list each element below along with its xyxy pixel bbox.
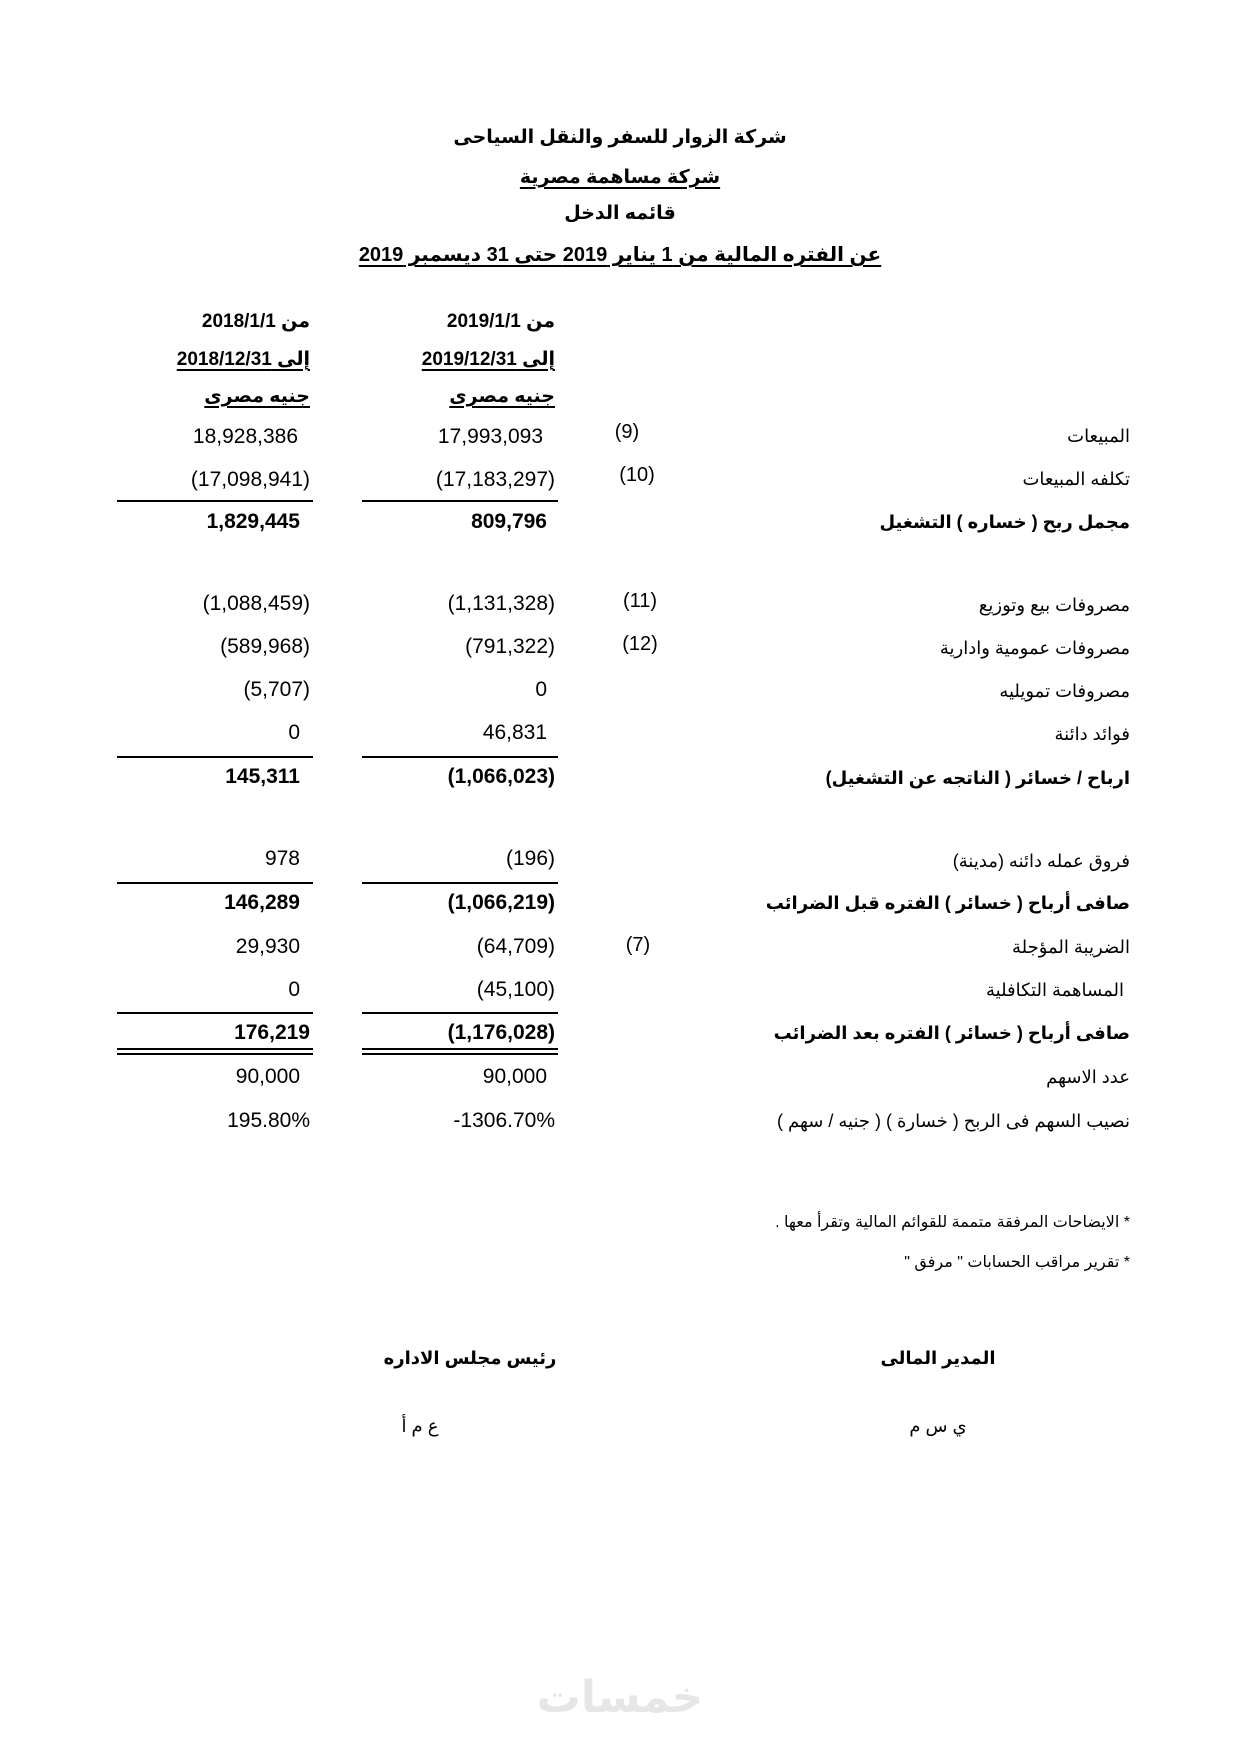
row-current-admin-expenses: (791,322) — [465, 635, 555, 658]
row-current-operating-result: (1,066,023) — [447, 765, 555, 788]
prior-to: إلى 2018/12/31 — [176, 349, 310, 370]
row-prior-finance-expenses: (5,707) — [243, 678, 310, 701]
row-label-earnings-per-share: نصيب السهم فى الربح ( خسارة ) ( جنيه / سهم ) — [777, 1111, 1130, 1131]
row-label-sales: المبيعات — [1067, 426, 1130, 446]
subtotal-rule-current — [362, 1012, 558, 1014]
row-note-admin-expenses: (12) — [622, 633, 658, 655]
row-prior-number-of-shares: 90,000 — [235, 1065, 300, 1088]
row-current-cost-of-sales: (17,183,297) — [435, 468, 555, 491]
row-label-operating-result: ارباح / خسائر ( الناتجه عن التشغيل) — [825, 768, 1130, 788]
total-double-rule-prior — [117, 1048, 313, 1055]
period-title — [0, 242, 1240, 267]
watermark-logo: خمسات — [536, 1673, 704, 1722]
row-prior-fx-differences: 978 — [264, 847, 300, 870]
subtotal-rule-current — [362, 882, 558, 884]
row-label-fx-differences: فروق عمله دائنه (مدينة) — [952, 851, 1130, 871]
row-label-cost-of-sales: تكلفه المبيعات — [1022, 469, 1130, 489]
row-current-net-profit-after-tax: (1,176,028) — [447, 1021, 555, 1044]
row-prior-solidarity-contribution: 0 — [288, 978, 300, 1001]
row-label-selling-expenses: مصروفات بيع وتوزيع — [978, 595, 1130, 615]
row-current-solidarity-contribution: (45,100) — [476, 978, 555, 1001]
subtotal-rule-prior — [117, 500, 313, 502]
current-from: من 2019/1/1 — [446, 311, 555, 332]
subtotal-rule-prior — [117, 882, 313, 884]
prior-from: من 2018/1/1 — [201, 311, 310, 332]
prior-currency: جنيه مصرى — [204, 386, 310, 407]
row-prior-cost-of-sales: (17,098,941) — [190, 468, 310, 491]
row-current-finance-expenses: 0 — [535, 678, 547, 701]
row-prior-gross-profit: 1,829,445 — [206, 510, 300, 533]
row-current-earnings-per-share: -1306.70% — [453, 1109, 555, 1132]
row-label-number-of-shares: عدد الاسهم — [1046, 1067, 1130, 1087]
row-prior-sales: 18,928,386 — [192, 425, 298, 448]
row-note-deferred-tax: (7) — [625, 934, 651, 956]
row-current-deferred-tax: (64,709) — [476, 935, 555, 958]
subtotal-rule-prior — [117, 1012, 313, 1014]
row-current-gross-profit: 809,796 — [471, 510, 547, 533]
row-current-sales: 17,993,093 — [437, 425, 543, 448]
footnote-notes-integral: * الايضاحات المرفقة متممة للقوائم المالية وتقرأ معها . — [775, 1214, 1130, 1231]
row-note-cost-of-sales: (10) — [619, 464, 655, 486]
row-current-profit-before-tax: (1,066,219) — [447, 891, 555, 914]
row-label-deferred-tax: الضريبة المؤجلة — [1011, 937, 1130, 957]
signature-board-chairman-name: ع م أ — [401, 1416, 439, 1436]
row-label-net-profit-after-tax: صافى أرباح ( خسائر ) الفتره بعد الضرائب — [773, 1023, 1130, 1043]
subtotal-rule-current — [362, 500, 558, 502]
subtotal-rule-prior — [117, 756, 313, 758]
signature-financial-manager-name: ي س م — [909, 1416, 967, 1436]
company-type-text: شركة مساهمة مصرية — [519, 167, 721, 188]
current-currency: جنيه مصرى — [449, 386, 555, 407]
row-note-selling-expenses: (11) — [622, 590, 658, 612]
signature-financial-manager-title: المدير المالى — [880, 1348, 996, 1368]
row-label-solidarity-contribution: المساهمة التكافلية — [986, 980, 1124, 1000]
row-prior-operating-result: 145,311 — [225, 765, 300, 788]
company-name: شركة الزوار للسفر والنقل السياحى — [453, 127, 787, 148]
row-prior-selling-expenses: (1,088,459) — [202, 592, 310, 615]
footnote-auditor-report: * تقرير مراقب الحسابات " مرفق " — [904, 1254, 1130, 1271]
signature-board-chairman-title: رئيس مجلس الاداره — [383, 1348, 557, 1368]
current-to: إلى 2019/12/31 — [421, 349, 555, 370]
row-prior-earnings-per-share: 195.80% — [227, 1109, 310, 1132]
row-prior-deferred-tax: 29,930 — [235, 935, 300, 958]
row-current-interest-income: 46,831 — [482, 721, 547, 744]
row-current-fx-differences: (196) — [505, 847, 555, 870]
total-double-rule-current — [362, 1048, 558, 1055]
row-prior-interest-income: 0 — [288, 721, 300, 744]
row-current-selling-expenses: (1,131,328) — [447, 592, 555, 615]
row-prior-profit-before-tax: 146,289 — [224, 891, 300, 914]
row-prior-net-profit-after-tax: 176,219 — [234, 1021, 310, 1044]
row-label-admin-expenses: مصروفات عمومية وادارية — [939, 638, 1130, 658]
period-text: عن الفتره المالية من 1 يناير 2019 حتى 31 ديسمبر 2019 — [358, 244, 882, 266]
subtotal-rule-current — [362, 756, 558, 758]
row-note-sales: (9) — [614, 421, 640, 443]
statement-title: قائمه الدخل — [564, 203, 676, 224]
row-prior-admin-expenses: (589,968) — [220, 635, 310, 658]
row-label-finance-expenses: مصروفات تمويليه — [999, 681, 1130, 701]
row-label-gross-profit: مجمل ربح ( خساره ) التشغيل — [879, 512, 1130, 532]
row-current-number-of-shares: 90,000 — [482, 1065, 547, 1088]
row-label-interest-income: فوائد دائنة — [1054, 724, 1130, 744]
row-label-profit-before-tax: صافى أرباح ( خسائر ) الفتره قبل الضرائب — [765, 893, 1130, 913]
company-type — [0, 166, 1240, 189]
